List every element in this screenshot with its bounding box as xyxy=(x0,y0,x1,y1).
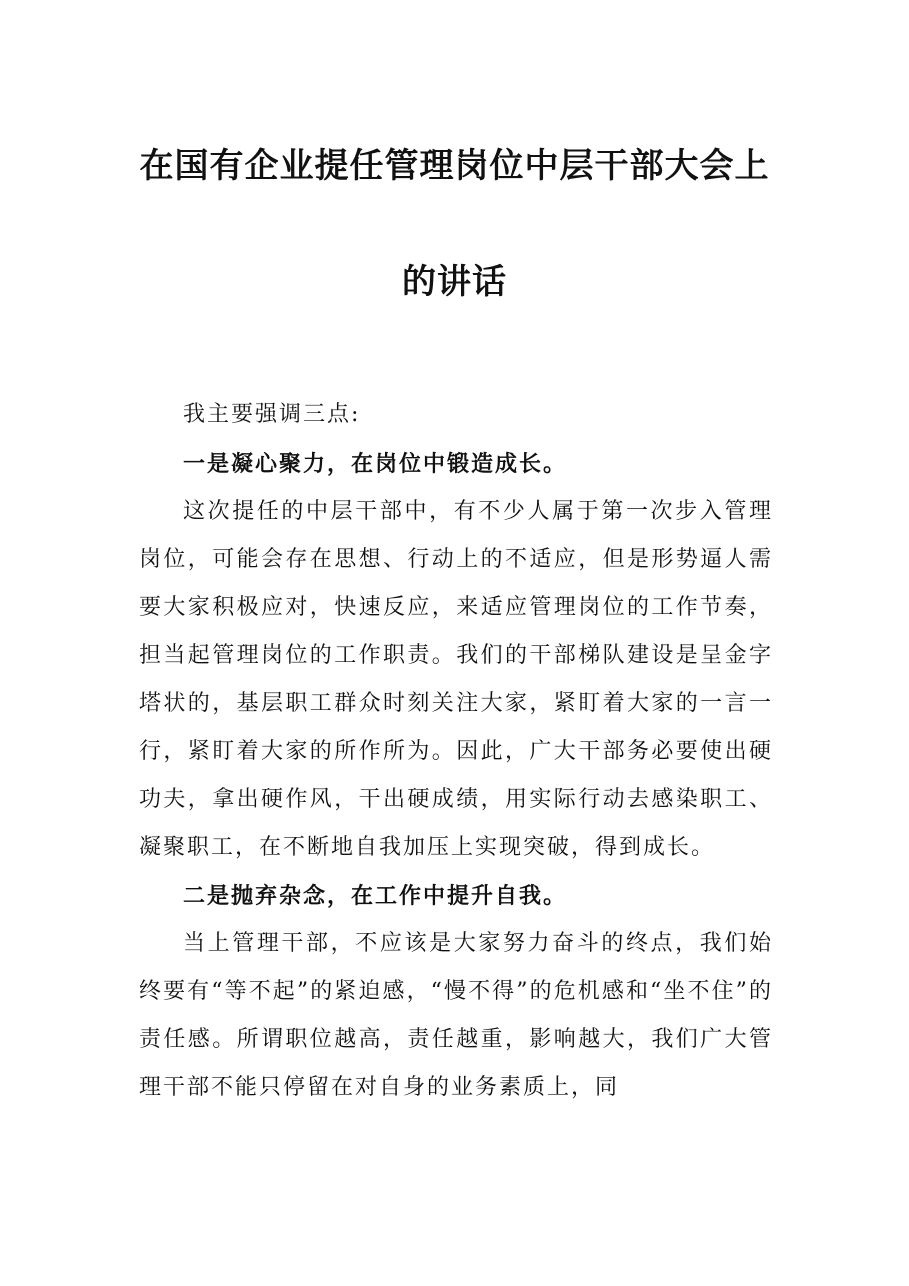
intro-paragraph: 我主要强调三点: xyxy=(183,402,361,427)
document-body xyxy=(139,440,773,1112)
intro-block xyxy=(139,391,773,439)
document-title-line-2: 的讲话 xyxy=(402,262,507,302)
document-title-line-1: 在国有企业提任管理岗位中层干部大会上 xyxy=(139,146,770,186)
section-2-heading: 二是抛弃杂念，在工作中提升自我。 xyxy=(183,883,568,909)
section-1-heading: 一是凝心聚力，在岗位中锻造成长。 xyxy=(183,451,568,477)
section-1-body: 这次提任的中层干部中，有不少人属于第一次步入管理岗位，可能会存在思想、行动上的不适应，但是形势逼人需要大家积极应对，快速反应，来适应管理岗位的工作节奏，担当起管理岗位的工作职责。我们的干部梯队建设是呈金字塔状的，基层职工群众时刻关注大家，紧盯着大家的一言一行，紧盯着大家的所作所为。因此，广大干部务必要使出硬功夫，拿出硬作风，干出硬成绩，用实际行动去感染职工、凝聚职工，在不断地自我加压上实现突破，得到成长。 xyxy=(139,499,773,860)
section-2-body: 当上管理干部，不应该是大家努力奋斗的终点，我们始终要有“等不起”的紧迫感，“慢不得”的危机感和“坐不住”的责任感。所谓职位越高，责任越重，影响越大，我们广大管理干部不能只停留在对自身的业务素质上，同 xyxy=(139,931,773,1100)
